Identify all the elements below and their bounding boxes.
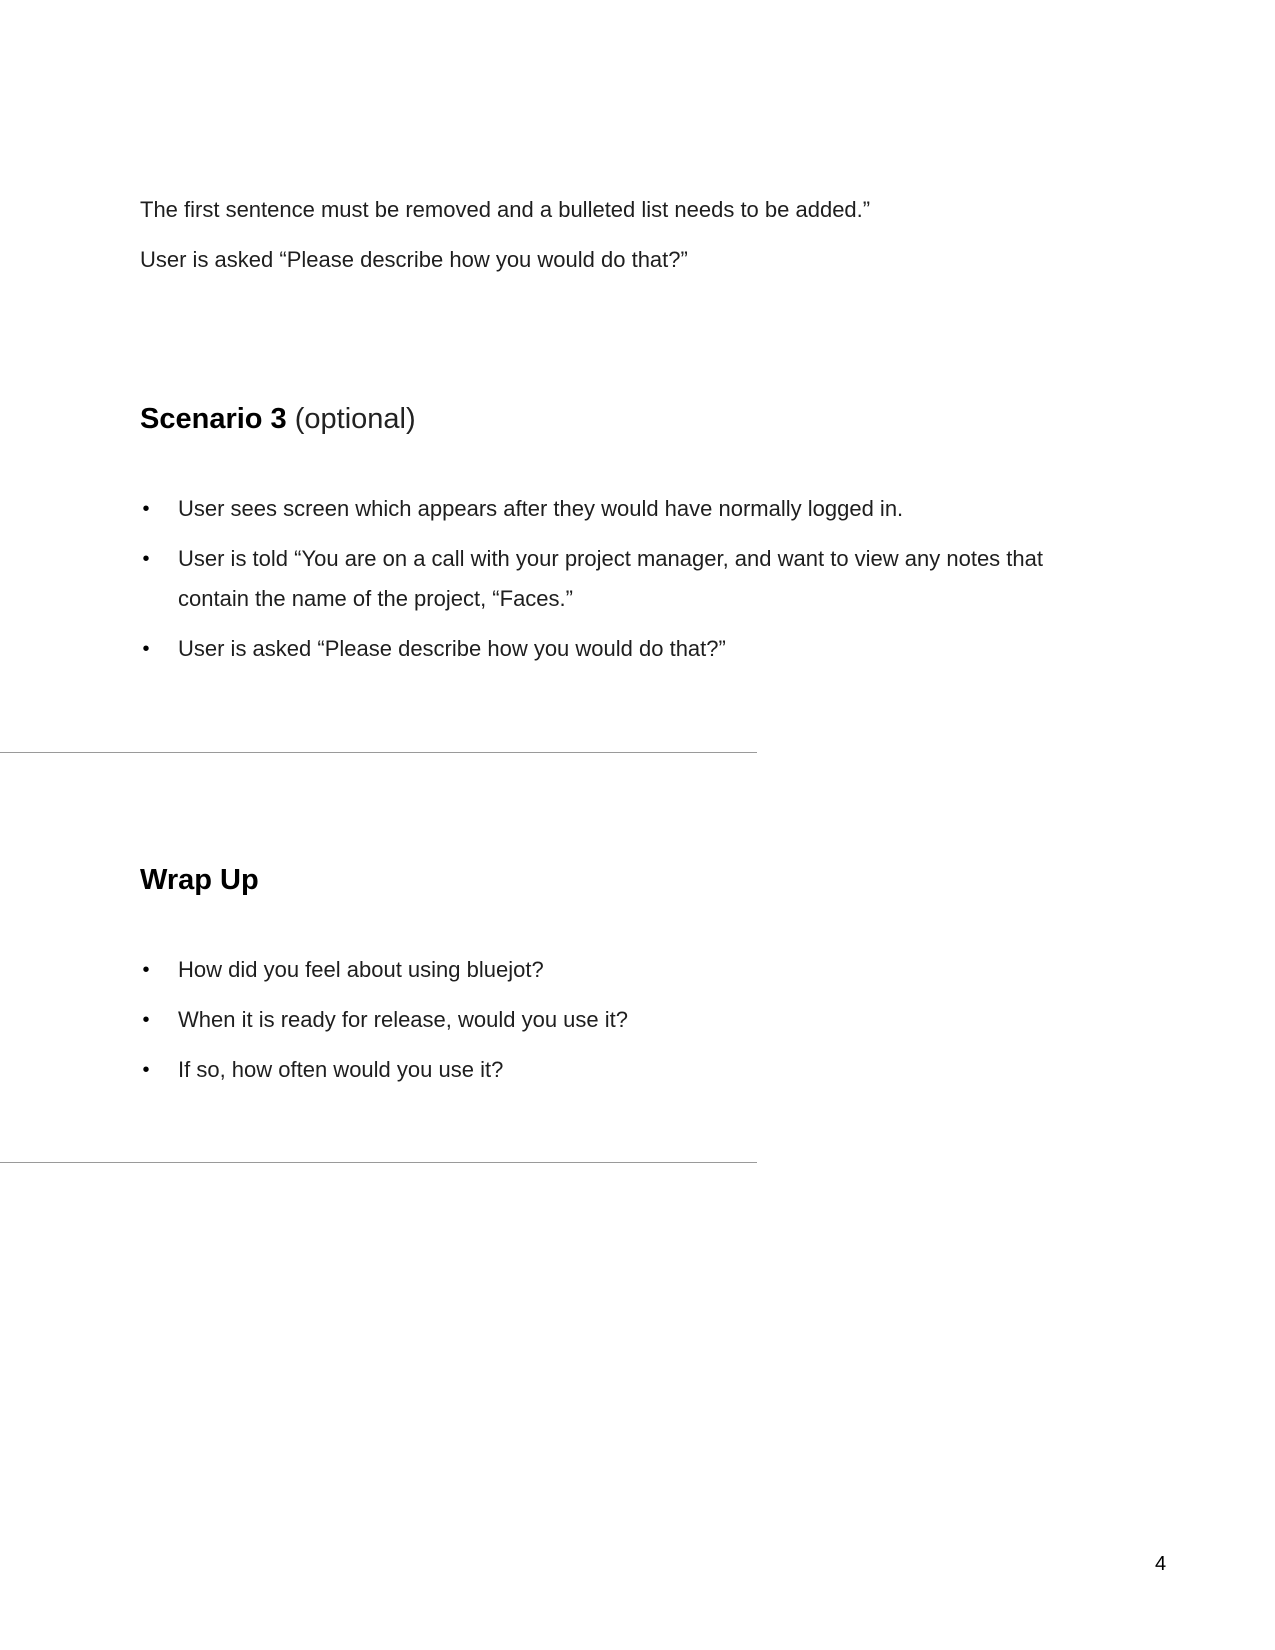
list-item-text: When it is ready for release, would you use it? — [178, 1007, 629, 1032]
bullet-icon: • — [142, 1009, 150, 1031]
list-item — [140, 489, 1060, 529]
list-item — [140, 539, 1060, 619]
wrap-up-bullet-list — [140, 950, 1060, 1100]
scenario-3-title: Scenario 3 — [140, 403, 287, 435]
bullet-icon: • — [142, 638, 150, 660]
list-item — [140, 950, 1060, 990]
bullet-icon: • — [142, 959, 150, 981]
bullet-icon: • — [142, 548, 150, 570]
section-divider — [0, 1162, 757, 1163]
wrap-up-heading — [140, 862, 259, 898]
scenario-3-bullet-list — [140, 489, 1060, 679]
scenario-3-optional-label: (optional) — [294, 403, 416, 435]
wrap-up-title: Wrap Up — [140, 864, 259, 896]
list-item — [140, 1000, 1060, 1040]
list-item-text: How did you feel about using bluejot? — [178, 957, 544, 982]
bullet-icon: • — [142, 1059, 150, 1081]
list-item-text: User is asked “Please describe how you would do that?” — [178, 636, 726, 661]
page-number: 4 — [1155, 1553, 1167, 1575]
list-item — [140, 1050, 1060, 1090]
scenario-3-heading — [140, 401, 416, 437]
list-item-text: User sees screen which appears after they would have normally logged in. — [178, 496, 904, 521]
list-item — [140, 629, 1060, 669]
list-item-text: If so, how often would you use it? — [178, 1057, 504, 1082]
bullet-icon: • — [142, 498, 150, 520]
section-divider — [0, 752, 757, 753]
intro-line-2: User is asked “Please describe how you would do that?” — [140, 247, 688, 272]
list-item-text: User is told “You are on a call with your project manager, and want to view any notes that contain the name of the project, “Faces.” — [178, 546, 1043, 611]
intro-line-1: The first sentence must be removed and a bulleted list needs to be added.” — [140, 197, 871, 222]
